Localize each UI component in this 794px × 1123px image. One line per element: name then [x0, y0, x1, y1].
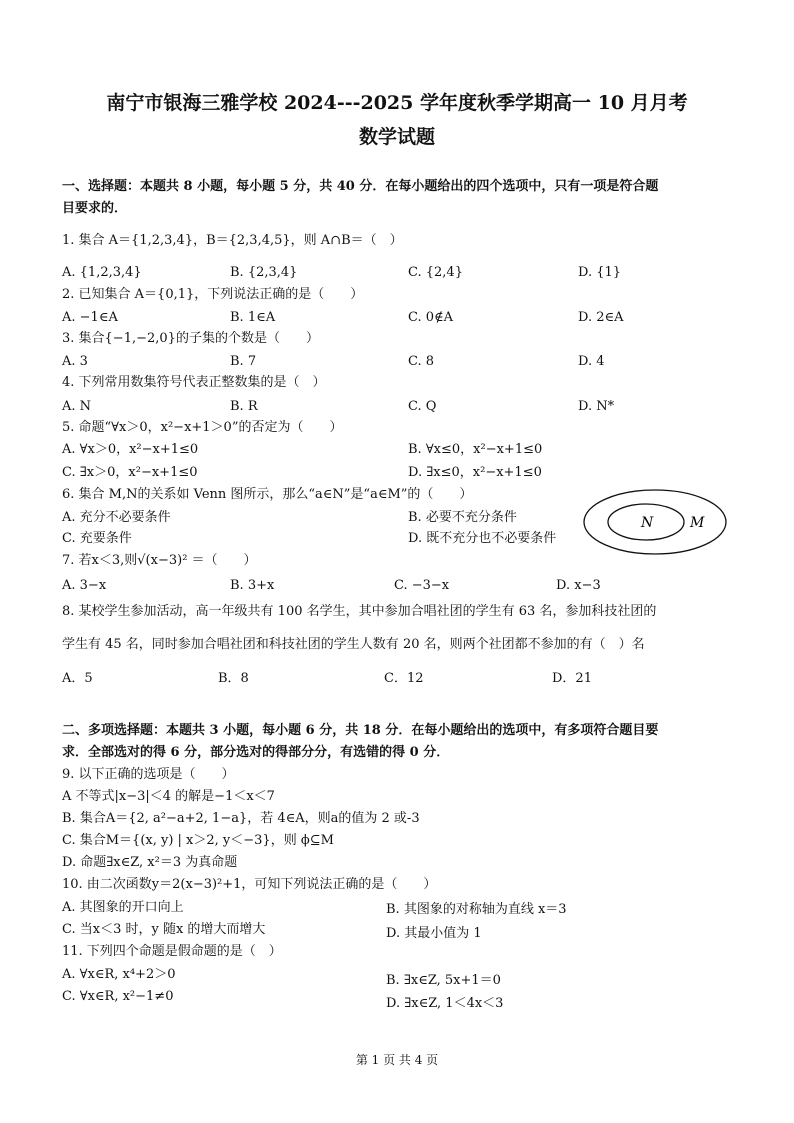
section1-heading-line1: 一、选择题：本题共 8 小题，每小题 5 分，共 40 分．在每小题给出的四个选项中，只有一项是符合题	[62, 179, 659, 194]
q9-stem: 9. 以下正确的选项是（ ）	[62, 767, 235, 782]
section2-heading-line1: 二、多项选择题：本题共 3 小题，每小题 6 分，共 18 分．在每小题给出的选项中，有多项符合题目要	[62, 723, 659, 738]
q10-stem: 10. 由二次函数y＝2(x−3)²+1，可知下列说法正确的是（ ）	[62, 877, 437, 892]
q1-option-c: C. {2,4}	[408, 265, 463, 280]
q10-option-a: A. 其图象的开口向上	[62, 900, 184, 915]
q10-option-d: D. 其最小值为 1	[386, 926, 482, 941]
q6-option-a: A. 充分不必要条件	[62, 510, 171, 525]
q3-stem: 3. 集合{−1,−2,0}的子集的个数是（ ）	[62, 331, 319, 346]
q11-option-a: A. ∀x∈R, x⁴+2＞0	[62, 967, 176, 982]
q2-option-c: C. 0∉A	[408, 310, 454, 325]
q8-option-d: D．21	[552, 671, 592, 686]
q1-option-b: B. {2,3,4}	[230, 265, 298, 280]
q7-option-c: C. −3−x	[394, 578, 450, 593]
q4-option-c: C. Q	[408, 399, 437, 414]
q7-option-b: B. 3+x	[230, 578, 275, 593]
q6-stem: 6. 集合 M,N的关系如 Venn 图所示，那么“a∈N”是“a∈M”的（ ）	[62, 487, 473, 502]
q9-option-b: B. 集合A＝{2, a²−a+2, 1−a}，若 4∈A，则a的值为 2 或-3	[62, 811, 420, 826]
q5-stem: 5. 命题“∀x＞0，x²−x+1＞0”的否定为（ ）	[62, 420, 343, 435]
q9-option-a: A 不等式|x−3|＜4 的解是−1＜x＜7	[62, 789, 275, 804]
page-number-footer: 第 1 页 共 4 页	[355, 1053, 439, 1067]
q7-option-d: D. x−3	[556, 578, 601, 593]
q5-option-c: C. ∃x＞0，x²−x+1≤0	[62, 465, 198, 480]
q8-stem-line2: 学生有 45 名，同时参加合唱社团和科技社团的学生人数有 20 名，则两个社团都不参加的有（ ）名	[62, 637, 645, 652]
q5-option-a: A. ∀x＞0，x²−x+1≤0	[62, 442, 199, 457]
q10-option-c: C. 当x＜3 时，y 随x 的增大而增大	[62, 922, 266, 937]
q8-stem-line1: 8. 某校学生参加活动，高一年级共有 100 名学生，其中参加合唱社团的学生有 63 名，参加科技社团的	[62, 604, 657, 619]
q11-option-c: C. ∀x∈R, x²−1≠0	[62, 989, 174, 1004]
q8-option-c: C．12	[384, 671, 424, 686]
q9-option-d: D. 命题∃x∈Z, x²＝3 为真命题	[62, 855, 238, 870]
q6-option-c: C. 充要条件	[62, 531, 132, 546]
q5-option-b: B. ∀x≤0，x²−x+1≤0	[408, 442, 543, 457]
venn-label-m: M	[690, 515, 705, 531]
q5-option-d: D. ∃x≤0，x²−x+1≤0	[408, 465, 542, 480]
q11-option-d: D. ∃x∈Z, 1＜4x＜3	[386, 996, 504, 1011]
venn-diagram	[580, 486, 730, 558]
q7-option-a: A. 3−x	[62, 578, 107, 593]
q3-option-d: D. 4	[578, 354, 605, 369]
q4-option-b: B. R	[230, 399, 258, 414]
q2-option-a: A. −1∈A	[62, 310, 118, 325]
q3-option-a: A. 3	[62, 354, 88, 369]
venn-label-n: N	[641, 515, 654, 531]
q8-option-b: B．8	[218, 671, 249, 686]
q1-option-d: D. {1}	[578, 265, 622, 280]
exam-title: 南宁市银海三雅学校 2024---2025 学年度秋季学期高一 10 月月考	[106, 92, 688, 114]
q6-option-d: D. 既不充分也不必要条件	[408, 531, 557, 546]
q9-option-c: C. 集合M＝{(x, y) | x＞2, y＜−3}，则 ϕ⊆M	[62, 833, 334, 848]
venn-outer-set-m	[584, 490, 726, 554]
q6-option-b: B. 必要不充分条件	[408, 510, 517, 525]
q2-option-d: D. 2∈A	[578, 310, 624, 325]
q4-option-a: A. N	[62, 399, 92, 414]
q4-option-d: D. N*	[578, 399, 615, 414]
exam-subtitle: 数学试题	[358, 126, 435, 148]
q1-stem: 1. 集合 A＝{1,2,3,4}，B＝{2,3,4,5}，则 A∩B＝（ ）	[62, 233, 403, 248]
q10-option-b: B. 其图象的对称轴为直线 x＝3	[386, 902, 567, 917]
q11-option-b: B. ∃x∈Z, 5x+1＝0	[386, 973, 501, 988]
q11-stem: 11. 下列四个命题是假命题的是（ ）	[62, 944, 282, 959]
section2-heading-line2: 求．全部选对的得 6 分，部分选对的得部分分，有选错的得 0 分．	[62, 745, 450, 760]
section1-heading-line2: 目要求的．	[62, 201, 128, 216]
q2-stem: 2. 已知集合 A＝{0,1}，下列说法正确的是（ ）	[62, 287, 364, 302]
q3-option-b: B. 7	[230, 354, 257, 369]
q1-option-a: A. {1,2,3,4}	[62, 265, 142, 280]
q3-option-c: C. 8	[408, 354, 435, 369]
q7-stem: 7. 若x＜3,则√(x−3)² ＝（ ）	[62, 553, 257, 568]
q2-option-b: B. 1∈A	[230, 310, 276, 325]
q8-option-a: A．5	[62, 671, 93, 686]
q4-stem: 4. 下列常用数集符号代表正整数集的是（ ）	[62, 375, 326, 390]
